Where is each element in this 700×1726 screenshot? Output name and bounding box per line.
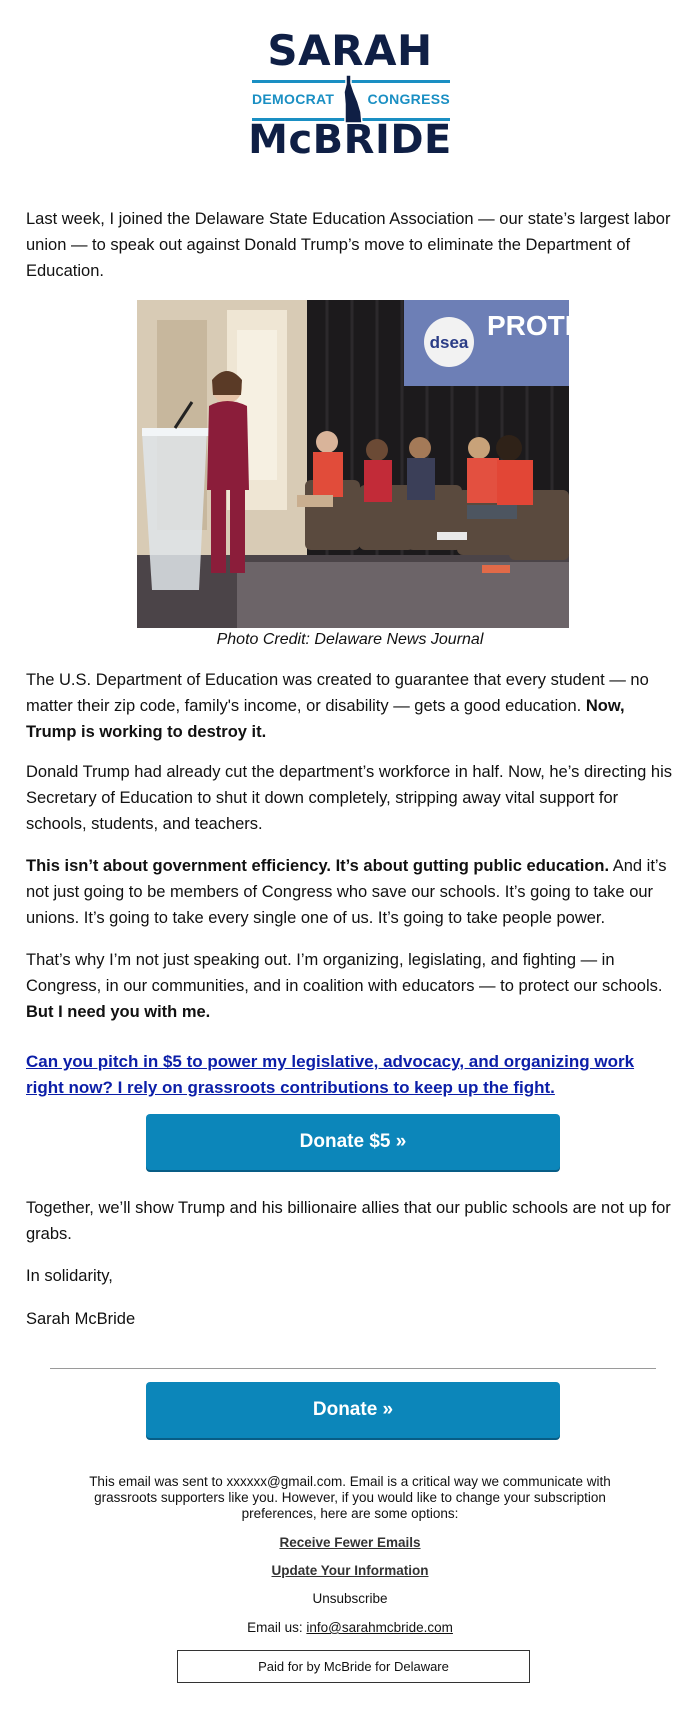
receive-fewer-emails-link[interactable]: Receive Fewer Emails bbox=[279, 1535, 421, 1550]
event-photo bbox=[137, 300, 604, 628]
logo-first-name: SARAH bbox=[267, 26, 433, 75]
donate-ask-link[interactable]: Can you pitch in $5 to power my legislative, advocacy, and organizing work right now? I rely on grassroots contributions to keep up the fight. bbox=[26, 1052, 635, 1097]
intro-paragraph: Last week, I joined the Delaware State Education Association — our state’s largest labor union — to speak out against Donald Trump’s move to eliminate the Department of Education. bbox=[26, 210, 671, 280]
paid-for-disclaimer: Paid for by McBride for Delaware bbox=[177, 1650, 530, 1683]
closing-paragraph: Together, we’ll show Trump and his billionaire allies that our public schools are not up for grabs. bbox=[26, 1199, 671, 1243]
signature: Sarah McBride bbox=[26, 1310, 136, 1328]
banner-logo-text: dsea bbox=[429, 333, 469, 352]
update-info-row bbox=[0, 1563, 700, 1578]
contact-email-link[interactable]: info@sarahmcbride.com bbox=[306, 1620, 453, 1635]
logo-last-name: McBRIDE bbox=[248, 117, 452, 163]
signoff: In solidarity, bbox=[26, 1267, 113, 1285]
paragraph-people-power bbox=[26, 853, 676, 931]
email-us-row bbox=[0, 1620, 700, 1635]
event-photo-illustration bbox=[137, 300, 604, 628]
p2-emphasis: Now, Trump is working to destroy it. bbox=[26, 697, 625, 741]
p4-emphasis: This isn’t about government efficiency. It’s about gutting public education. bbox=[26, 857, 610, 875]
campaign-logo bbox=[0, 0, 700, 185]
logo-democrat: DEMOCRAT bbox=[252, 91, 335, 107]
banner-text: PROTEC bbox=[487, 310, 604, 341]
subscription-notice: This email was sent to xxxxxx@gmail.com. Email is a critical way we communicate with grassroots supporters like you. However, if you would like to change your subscription preferences, here are some options: bbox=[89, 1474, 611, 1521]
photo-caption: Photo Credit: Delaware News Journal bbox=[216, 631, 484, 648]
p4-text: And it’s not just going to be members of Congress who save our schools. It’s going to take our unions. It’s going to take every single one of us. It’s going to take people power. bbox=[26, 857, 667, 927]
p5-emphasis: But I need you with me. bbox=[26, 1003, 211, 1021]
p5-text: That’s why I’m not just speaking out. I’m organizing, legislating, and fighting — in Congress, in our communities, and in coalition with educators — to protect our schools. bbox=[26, 951, 663, 995]
paragraph-department-purpose bbox=[26, 667, 676, 745]
donate-5-button[interactable]: Donate $5 » bbox=[146, 1114, 560, 1170]
footer-divider bbox=[50, 1368, 656, 1369]
p2-text: The U.S. Department of Education was created to guarantee that every student — no matter their zip code, family's income, or disability — gets a good education. bbox=[26, 671, 649, 715]
donate-button[interactable]: Donate » bbox=[146, 1382, 560, 1438]
unsubscribe-row bbox=[0, 1591, 700, 1606]
logo-congress: CONGRESS bbox=[367, 91, 450, 107]
update-information-link[interactable]: Update Your Information bbox=[271, 1563, 429, 1578]
email-us-label: Email us: bbox=[247, 1620, 303, 1635]
paragraph-workforce-cut: Donald Trump had already cut the department’s workforce in half. Now, he’s directing his Secretary of Education to shut it down completely, stripping away vital support for schools, students, and teachers. bbox=[26, 763, 672, 833]
paragraph-organizing bbox=[26, 947, 676, 1025]
fewer-emails-row bbox=[0, 1535, 700, 1550]
unsubscribe-link[interactable]: Unsubscribe bbox=[312, 1591, 388, 1606]
